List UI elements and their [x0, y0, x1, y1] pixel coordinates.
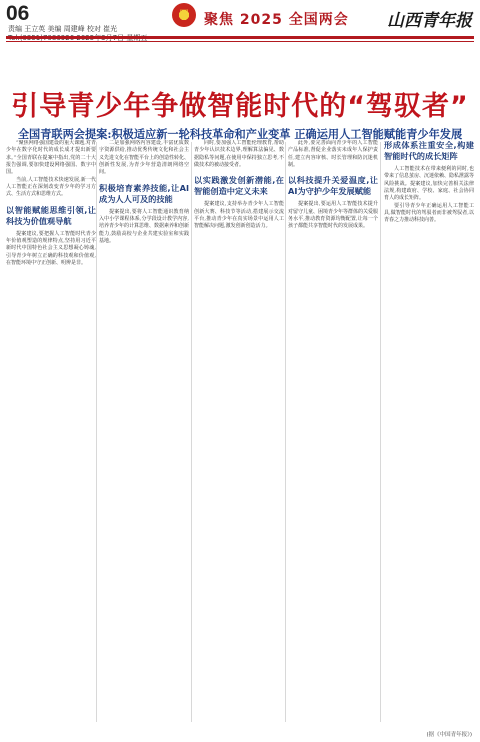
paragraph: 同时,要加强人工智能伦理教育,帮助青少年认识技术边界,理解算法偏见、数据隐私等问题,在使用中保持独立思考,不做技术的被动接受者。: [194, 140, 284, 169]
paragraph: 提案建议,要把握人工智能时代青少年价值观塑造的规律特点,坚持用习近平新时代中国特色社会主义思想凝心铸魂,引导青少年树立正确的科技观和价值观,在智能环境中守正创新、明辨是非。: [6, 230, 96, 267]
newspaper-logo: 山西青年报: [387, 11, 472, 31]
section-heading: 以智能赋能思维引领,让科技为价值观导航: [6, 204, 96, 226]
column-divider: [191, 142, 192, 722]
section-heading: 以实践激发创新潜能,在智能创造中定义未来: [194, 175, 284, 197]
article-column-1: [6, 140, 96, 725]
paragraph: 此外,要完善面向青少年的人工智能产品标准,督促企业落实未成年人保护责任,建立内容审核、时长管理和防沉迷机制。: [288, 140, 378, 169]
article-column-2: [99, 140, 189, 725]
header-rule: [6, 36, 474, 39]
editor-line: 责编 王立英 美编 周建峰 校对 崔光: [8, 25, 118, 33]
emblem-icon: [172, 3, 196, 27]
header-rule-thin: [6, 41, 474, 42]
column-divider: [380, 142, 381, 722]
page-number: 06: [6, 2, 30, 25]
section-heading: 以科技提升关爱温度,让AI为守护少年发展赋能: [288, 175, 378, 197]
paragraph: 二是加强网络内容建设,丰富优质数字资源供给,推动优秀传统文化和社会主义先进文化在智能平台上的创造性转化、创新性发展,为青少年营造清朗网络空间。: [99, 140, 189, 176]
section-title: 聚焦 2025 全国两会: [204, 12, 349, 28]
article-headline: 引导青少年争做智能时代的“驾驭者”: [11, 91, 469, 122]
paragraph: 提案提出,要运用人工智能技术提升对留守儿童、困境青少年等群体的关爱服务水平,推动教育资源均衡配置,让每一个孩子都能共享智能时代的发展成果。: [288, 201, 378, 230]
article-column-5: [384, 140, 474, 725]
paragraph: 要引导青少年正确运用人工智能工具,做智能时代的驾驭者而非被驾驭者,以青春之力推动科技向善。: [384, 202, 474, 224]
paragraph: 提案提出,要将人工智能通识教育纳入中小学课程体系,分学段设计教学内容,培养青少年的计算思维、数据素养和创新能力,鼓励高校与企业共建实验室和实践基地。: [99, 208, 189, 245]
source-credit: (据《中国青年报》): [426, 732, 472, 738]
paragraph: “聚焦网络强国建设的重大课题,对青少年在数字化时代的成长成才提出新要求。”全国青联在提案中指出,党的二十大报告强调,要加快建设网络强国、数字中国。: [6, 140, 96, 176]
paragraph: 提案建议,支持举办青少年人工智能创新大赛、科技节等活动,搭建展示交流平台,推动青少年在真实场景中运用人工智能解决问题,激发创新创造活力。: [194, 201, 284, 230]
column-divider: [96, 142, 97, 722]
section-heading: 形成体系注重安全,构建智能时代的成长矩阵: [384, 140, 474, 161]
emblem-text: 国: [179, 10, 189, 20]
paragraph: 当前,人工智能技术快速发展,新一代人工智能正在深刻改变青少年的学习方式、生活方式和思维方式。: [6, 176, 96, 198]
article-subhead: 全国青联两会提案:积极适应新一轮科技革命和产业变革 正确运用人工智能赋能青少年发展: [17, 127, 463, 141]
section-heading: 积极培育素养技能,让AI成为人人可及的技能: [99, 182, 189, 204]
article-column-3: [194, 140, 284, 725]
paragraph: 人工智能技术在带来便利的同时,也带来了信息茧房、沉迷依赖、隐私泄露等风险挑战。提案建议,加快完善相关法律法规,构建政府、学校、家庭、社会协同育人的成长矩阵。: [384, 166, 474, 202]
column-divider: [285, 142, 286, 722]
article-column-4: [288, 140, 378, 725]
